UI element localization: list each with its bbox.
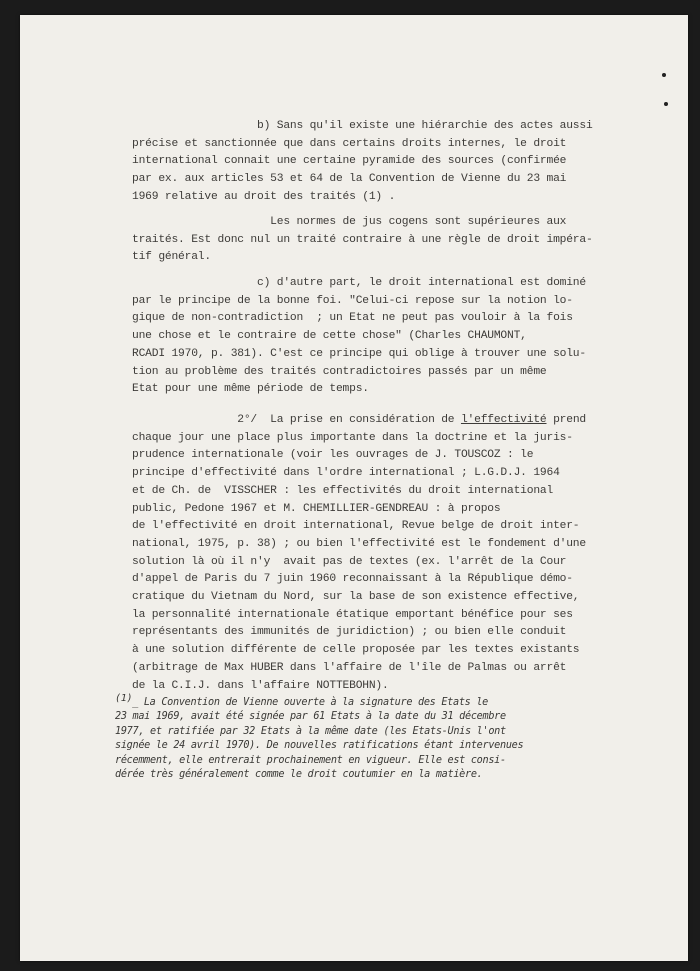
footnote-line: 23 mai 1969, avait été signée par 61 Etats à la date du 31 décembre [115, 711, 506, 723]
text-line: public, Pedone 1967 et M. CHEMILLIER-GENDREAU : à propos [132, 502, 501, 515]
text-line: international connait une certaine pyramide des sources (confirmée [132, 155, 567, 168]
text-line: cratique du Vietnam du Nord, sur la base de son existence effective, [132, 591, 580, 604]
text-line: la personnalité internationale étatique emportant bénéfice pour ses [132, 608, 573, 621]
text-line: précise et sanctionnée que dans certains droits internes, le droit [132, 137, 567, 150]
text-line: et de Ch. de VISSCHER : les effectivités du droit international [132, 484, 554, 497]
text-segment: 2°/ La prise en considération de [132, 414, 461, 426]
paragraph-jus-cogens [132, 214, 604, 267]
text-line: (arbitrage de Max HUBER dans l'affaire de l'île de Palmas ou arrêt [132, 661, 567, 674]
text-line: 1969 relative au droit des traités (1) . [132, 190, 396, 203]
underlined-term: l'effectivité [460, 414, 547, 426]
paragraph-2-effectivite [132, 412, 604, 695]
text-line: solution là où il n'y avait pas de textes (ex. l'arrêt de la Cour [132, 555, 567, 568]
footnote-line [115, 693, 593, 710]
footnote-line: récemment, elle entrerait prochainement en vigueur. Elle est consi- [115, 754, 506, 766]
margin-dot [664, 102, 668, 106]
text-segment: _ La Convention de Vienne ouverte à la signature des Etats le [132, 697, 489, 708]
footnote [115, 693, 593, 782]
text-line: RCADI 1970, p. 381). C'est ce principe qui oblige à trouver une solu- [132, 347, 586, 360]
margin-dot [662, 73, 666, 77]
document-page [20, 15, 688, 961]
footnote-line: dérée très généralement comme le droit coutumier en la matière. [115, 769, 483, 781]
text-line: b) Sans qu'il existe une hiérarchie des actes aussi [132, 120, 593, 132]
footnote-line: signée le 24 avril 1970). De nouvelles ratifications étant intervenues [115, 740, 524, 752]
text-line: Etat pour une même période de temps. [132, 383, 369, 396]
text-line: à une solution différente de celle proposée par les textes existants [132, 644, 580, 657]
text-line: gique de non-contradiction ; un Etat ne peut pas vouloir à la fois [132, 312, 573, 325]
text-line: tion au problème des traités contradictoires passés par un même [132, 365, 547, 378]
text-line: prudence internationale (voir les ouvrages de J. TOUSCOZ : le [132, 449, 534, 462]
paragraph-b [132, 118, 604, 207]
text-line: traités. Est donc nul un traité contraire à une règle de droit impéra- [132, 233, 593, 246]
text-line: chaque jour une place plus importante dans la doctrine et la juris- [132, 431, 573, 444]
text-line: c) d'autre part, le droit international est dominé [132, 277, 586, 289]
text-line: Les normes de jus cogens sont supérieures aux [132, 216, 567, 228]
text-line [132, 412, 604, 430]
text-line: national, 1975, p. 38) ; ou bien l'effectivité est le fondement d'une [132, 537, 586, 550]
text-line: représentants des immunités de juridiction) ; ou bien elle conduit [132, 626, 567, 639]
text-line: par le principe de la bonne foi. "Celui-ci repose sur la notion lo- [132, 294, 573, 307]
text-line: une chose et le contraire de cette chose" (Charles CHAUMONT, [132, 330, 527, 343]
paragraph-c [132, 275, 604, 399]
text-line: par ex. aux articles 53 et 64 de la Convention de Vienne du 23 mai [132, 173, 567, 186]
text-line: de la C.I.J. dans l'affaire NOTTEBOHN). [132, 679, 389, 692]
text-segment: prend [546, 414, 586, 426]
footnote-marker: (1) [115, 693, 133, 704]
text-line: de l'effectivité en droit international, Revue belge de droit inter- [132, 520, 580, 533]
text-line: d'appel de Paris du 7 juin 1960 reconnaissant à la République démo- [132, 573, 573, 586]
footnote-line: 1977, et ratifiée par 32 Etats à la même date (les Etats-Unis l'ont [115, 725, 506, 737]
text-line: principe d'effectivité dans l'ordre international ; L.G.D.J. 1964 [132, 467, 560, 480]
text-line: tif général. [132, 251, 211, 264]
